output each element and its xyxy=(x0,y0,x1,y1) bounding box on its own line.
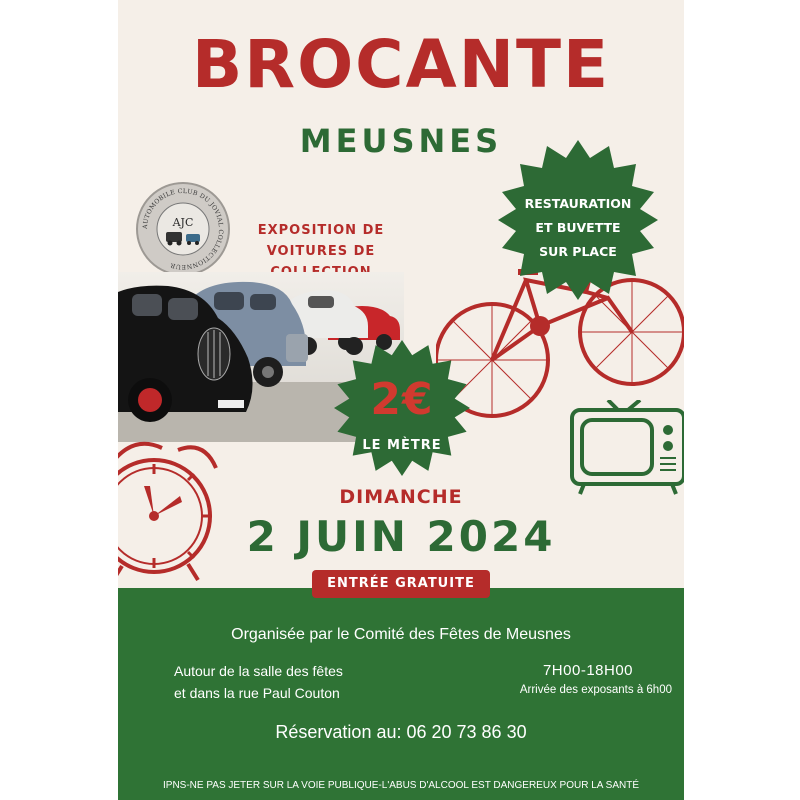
exhibition-line-2: VOITURES DE xyxy=(266,244,376,259)
price-unit: LE MÈTRE xyxy=(362,438,442,453)
catering-line-2: ET BUVETTE xyxy=(535,220,621,235)
club-logo xyxy=(136,182,230,276)
catering-text xyxy=(498,192,658,264)
event-town: MEUSNES xyxy=(299,122,503,160)
price-amount: 2€ xyxy=(370,374,434,425)
opening-hours: 7H00-18H00 xyxy=(542,662,634,679)
location-text xyxy=(174,660,343,704)
event-day: DIMANCHE xyxy=(339,486,463,508)
television-icon xyxy=(568,400,684,496)
free-entry-tag: ENTRÉE GRATUITE xyxy=(312,570,490,598)
event-title: BROCANTE xyxy=(191,26,611,103)
organizer-text: Organisée par le Comité des Fêtes de Meusnes xyxy=(231,626,571,643)
price-badge xyxy=(334,340,470,476)
reservation-phone: Réservation au: 06 20 73 86 30 xyxy=(275,722,527,742)
club-logo-monogram: AJC xyxy=(172,216,194,229)
exhibitor-arrival: Arrivée des exposants à 6h00 xyxy=(519,684,672,696)
flyer xyxy=(118,0,684,800)
catering-badge xyxy=(498,140,658,300)
legal-notice: IPNS-NE PAS JETER SUR LA VOIE PUBLIQUE-L'ABUS D'ALCOOL EST DANGEREUX POUR LA SANTÉ xyxy=(163,780,639,791)
location-line-2: et dans la rue Paul Couton xyxy=(174,685,340,701)
event-date: 2 JUIN 2024 xyxy=(246,512,556,561)
club-logo-ring-text: AUTOMOBILE CLUB DU JOVIAL COLLECTIONNEUR xyxy=(141,187,225,271)
exhibition-line-1: EXPOSITION DE xyxy=(257,223,385,238)
catering-line-3: SUR PLACE xyxy=(539,244,617,259)
alarm-clock-icon xyxy=(118,430,226,590)
location-line-1: Autour de la salle des fêtes xyxy=(174,663,343,679)
catering-line-1: RESTAURATION xyxy=(524,196,632,211)
